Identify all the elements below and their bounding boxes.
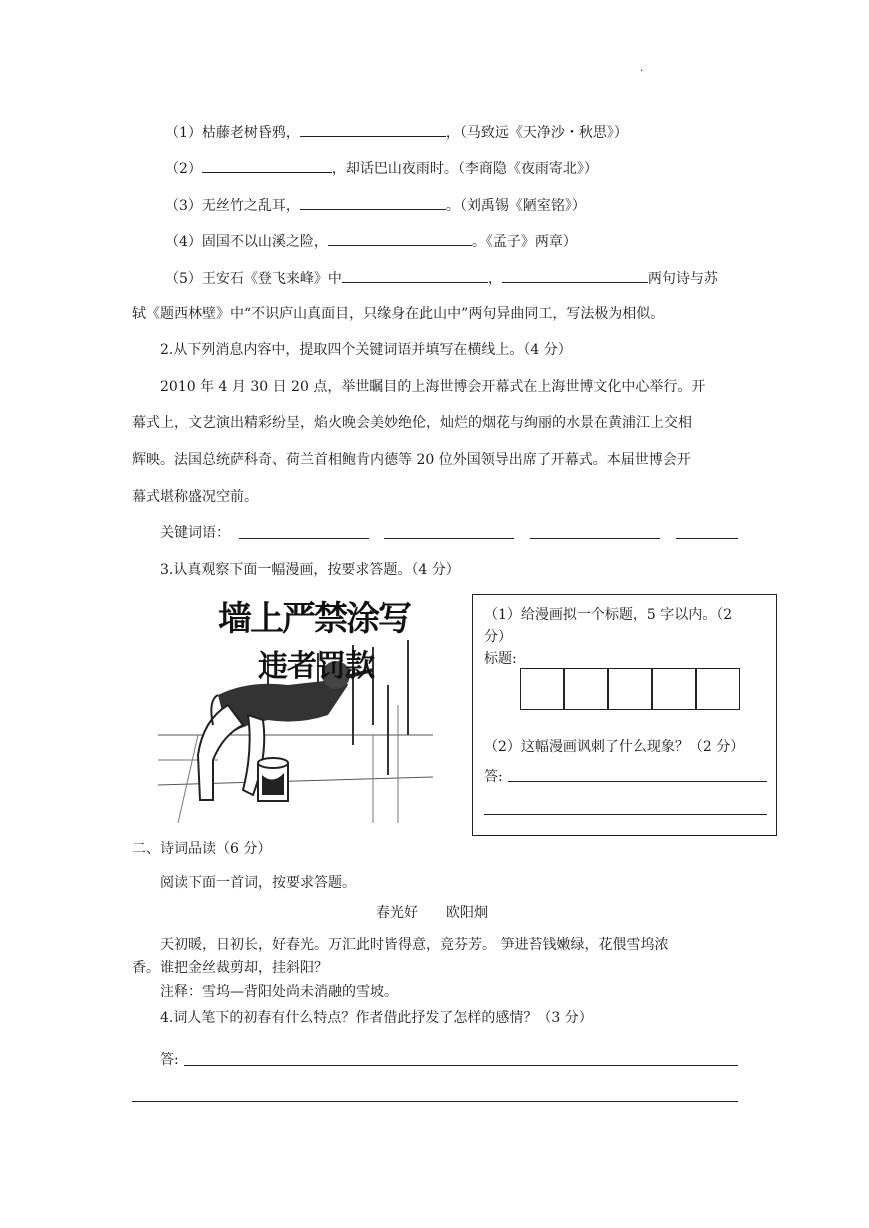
keyword-blank-2[interactable] (384, 538, 514, 539)
poetry-item-1 (165, 120, 628, 142)
q3-box-q1-line2: 分） (484, 629, 512, 645)
q2-passage-line2: 幕式上，文艺演出精彩纷呈，焰火晚会美妙绝伦，灿烂的烟花与绚丽的水景在黄浦江上交相 (132, 415, 692, 431)
poetry-item-1-prefix: （1）枯藤老树昏鸦， (165, 125, 300, 141)
poetry-item-1-suffix: ，（马致远《天净沙・秋思》） (445, 125, 628, 141)
poetry-item-5-mid: ， (487, 271, 502, 287)
poetry-item-3 (165, 193, 586, 215)
section2-instruction: 阅读下面一首词，按要求答题。 (160, 875, 356, 891)
title-char-box-1[interactable] (520, 668, 564, 710)
q3-answer-box (472, 594, 777, 836)
poetry-item-2-prefix: （2） (165, 161, 202, 177)
header-dot: · (640, 66, 644, 77)
blank-input-5b[interactable] (502, 266, 648, 283)
q4-title: 4.词人笔下的初春有什么特点？作者借此抒发了怎样的感情？（3 分） (160, 1010, 593, 1026)
poetry-item-5-suffix: 两句诗与苏 (647, 271, 718, 287)
poem-line2: 香。谁把金丝裁剪却，挂斜阳？ (132, 960, 328, 976)
keyword-blank-3[interactable] (530, 538, 660, 539)
blank-input-1[interactable] (300, 120, 446, 137)
q2-title: 2.从下列消息内容中，提取四个关键词语并填写在横线上。（4 分） (160, 342, 572, 358)
blank-input-2[interactable] (202, 156, 332, 173)
poem-line1: 天初暖，日初长，好春光。万汇此时皆得意，竞芬芳。 笋进苔钱嫩绿，花偎雪坞浓 (160, 937, 669, 953)
title-label: 标题: (484, 651, 517, 667)
poetry-item-4-suffix: 。《孟子》两章） (471, 234, 577, 250)
q2-passage-line1: 2010 年 4 月 30 日 20 点，举世瞩目的上海世博会开幕式在上海世博文化中心举行。开 (160, 379, 706, 395)
title-char-box-3[interactable] (608, 668, 652, 710)
poem-note: 注释：雪坞—背阳处尚未消融的雪坡。 (160, 984, 398, 1000)
poetry-item-5-prefix: （5）王安石《登飞来峰》中 (165, 271, 342, 287)
q4-answer-line-1[interactable] (184, 1065, 738, 1066)
poem-title: 春光好 (376, 905, 418, 921)
poetry-item-2 (165, 156, 598, 178)
cartoon-text-line2: 违者罚款 (258, 649, 374, 684)
q3-title: 3.认真观察下面一幅漫画，按要求答题。（4 分） (160, 562, 460, 578)
blank-input-5a[interactable] (342, 266, 488, 283)
blank-input-4[interactable] (328, 229, 472, 246)
q3-box-q1-line1: （1）给漫画拟一个标题，5 字以内。（2 (484, 607, 733, 623)
q3-box-q2: （2）这幅漫画讽刺了什么现象？（2 分） (484, 739, 745, 755)
cartoon-text-line1: 墙上严禁涂写 (218, 599, 410, 639)
poetry-item-2-suffix: ，却话巴山夜雨时。（李商隐《夜雨寄北》） (331, 161, 598, 177)
poetry-item-5 (165, 266, 718, 288)
keywords-label: 关键词语： (160, 525, 230, 541)
poetry-item-3-prefix: （3）无丝竹之乱耳， (165, 198, 300, 214)
q2-passage-line3: 辉映。法国总统萨科奇、荷兰首相鲍肯内德等 20 位外国领导出席了开幕式。本届世博会开 (132, 452, 691, 468)
blank-input-3[interactable] (300, 193, 446, 210)
title-char-box-2[interactable] (564, 668, 608, 710)
title-char-box-4[interactable] (652, 668, 696, 710)
q3-answer-line-1[interactable] (508, 781, 767, 782)
poetry-item-3-suffix: 。（刘禹锡《陋室铭》） (445, 198, 586, 214)
poetry-item-5-line2: 轼《题西林壁》中“不识庐山真面目，只缘身在此山中”两句异曲同工，写法极为相似。 (132, 306, 665, 322)
keyword-blank-4[interactable] (676, 538, 738, 539)
poetry-item-4-prefix: （4）固国不以山溪之险， (165, 234, 328, 250)
cartoon-image (158, 585, 433, 823)
poetry-item-4 (165, 229, 577, 251)
q3-answer-label: 答: (484, 769, 503, 785)
poem-author: 欧阳炯 (446, 905, 488, 921)
section2-heading: 二、诗词品读（6 分） (132, 841, 272, 857)
q4-answer-line-2[interactable] (132, 1101, 738, 1102)
q2-passage-line4: 幕式堪称盛况空前。 (132, 489, 258, 505)
keyword-blank-1[interactable] (239, 538, 369, 539)
q4-answer-label: 答: (160, 1052, 179, 1068)
q3-answer-line-2[interactable] (484, 814, 767, 815)
title-char-box-5[interactable] (696, 668, 740, 710)
